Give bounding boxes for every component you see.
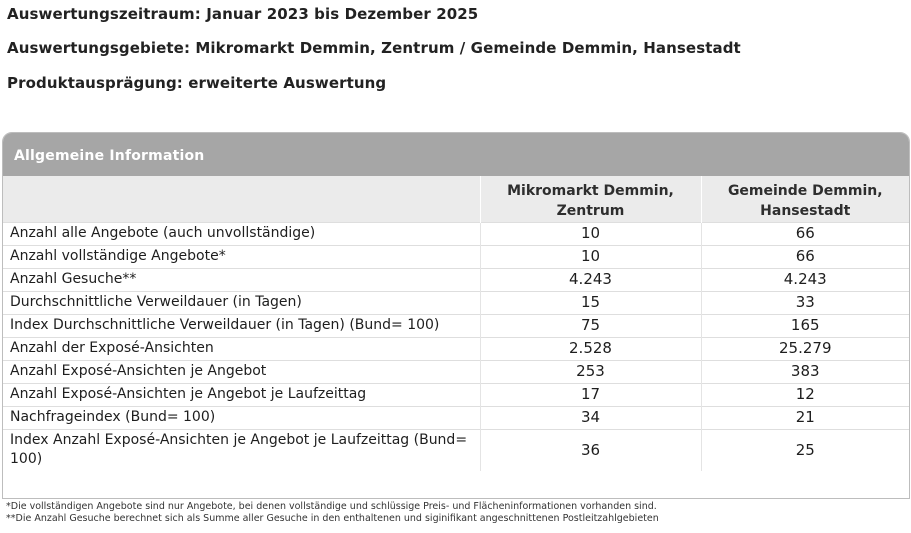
- value-municipality: 383: [701, 361, 909, 384]
- footnotes: [6, 501, 659, 525]
- column-header-micromarket: Mikromarkt Demmin, Zentrum: [480, 176, 701, 223]
- table-header-row: [3, 176, 909, 223]
- product-variant: Produktausprägung: erweiterte Auswertung: [7, 74, 387, 92]
- value-municipality: 4.243: [701, 269, 909, 292]
- value-municipality: 165: [701, 315, 909, 338]
- row-label: Index Anzahl Exposé-Ansichten je Angebot je Laufzeittag (Bund= 100): [3, 430, 480, 472]
- general-information-panel: [2, 132, 910, 499]
- value-micromarket: 17: [480, 384, 701, 407]
- value-municipality: 12: [701, 384, 909, 407]
- value-micromarket: 10: [480, 223, 701, 246]
- row-label: Anzahl der Exposé-Ansichten: [3, 338, 480, 361]
- table-row: [3, 430, 909, 472]
- row-label: Anzahl Exposé-Ansichten je Angebot: [3, 361, 480, 384]
- table-row: [3, 269, 909, 292]
- table-row: [3, 338, 909, 361]
- row-label: Anzahl Gesuche**: [3, 269, 480, 292]
- value-municipality: 66: [701, 246, 909, 269]
- value-municipality: 33: [701, 292, 909, 315]
- value-micromarket: 34: [480, 407, 701, 430]
- row-label: Index Durchschnittliche Verweildauer (in Tagen) (Bund= 100): [3, 315, 480, 338]
- header-blank-cell: [3, 176, 480, 223]
- value-municipality: 21: [701, 407, 909, 430]
- value-micromarket: 75: [480, 315, 701, 338]
- evaluation-period: Auswertungszeitraum: Januar 2023 bis Dezember 2025: [7, 5, 479, 23]
- statistics-table: [3, 176, 909, 471]
- value-micromarket: 10: [480, 246, 701, 269]
- footnote-complete-offers: *Die vollständigen Angebote sind nur Angebote, bei denen vollständige und schlüssige Preis- und Flächeninformationen vorhanden sind.: [6, 501, 657, 512]
- row-label: Anzahl Exposé-Ansichten je Angebot je Laufzeittag: [3, 384, 480, 407]
- panel-title: Allgemeine Information: [3, 133, 909, 176]
- value-micromarket: 2.528: [480, 338, 701, 361]
- value-micromarket: 253: [480, 361, 701, 384]
- footnote-search-requests: **Die Anzahl Gesuche berechnet sich als Summe aller Gesuche in den enthaltenen und siginifikant angeschnittenen Postleitzahlgebieten: [6, 513, 659, 524]
- table-row: [3, 361, 909, 384]
- value-municipality: 25: [701, 430, 909, 472]
- value-micromarket: 4.243: [480, 269, 701, 292]
- table-row: [3, 292, 909, 315]
- evaluation-areas: Auswertungsgebiete: Mikromarkt Demmin, Zentrum / Gemeinde Demmin, Hansestadt: [7, 39, 741, 57]
- value-municipality: 66: [701, 223, 909, 246]
- table-row: [3, 384, 909, 407]
- value-municipality: 25.279: [701, 338, 909, 361]
- table-row: [3, 407, 909, 430]
- row-label: Anzahl vollständige Angebote*: [3, 246, 480, 269]
- value-micromarket: 36: [480, 430, 701, 472]
- row-label: Nachfrageindex (Bund= 100): [3, 407, 480, 430]
- table-row: [3, 223, 909, 246]
- row-label: Anzahl alle Angebote (auch unvollständige): [3, 223, 480, 246]
- value-micromarket: 15: [480, 292, 701, 315]
- table-row: [3, 246, 909, 269]
- column-header-municipality: Gemeinde Demmin, Hansestadt: [701, 176, 909, 223]
- row-label: Durchschnittliche Verweildauer (in Tagen): [3, 292, 480, 315]
- table-row: [3, 315, 909, 338]
